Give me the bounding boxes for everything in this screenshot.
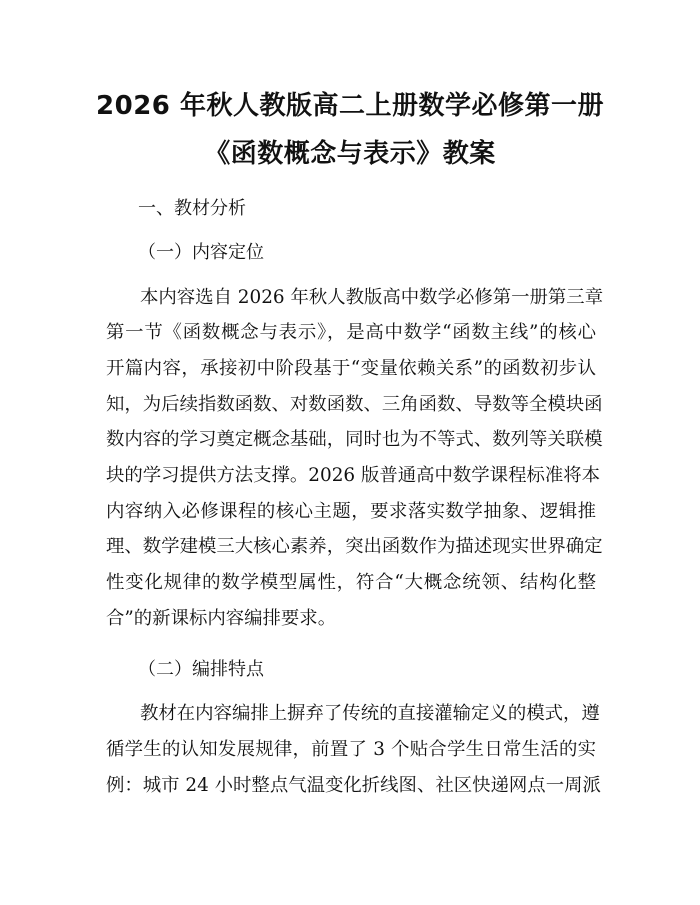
paragraph-line: 教材在内容编排上摒弃了传统的直接灌输定义的模式，遵 [140,703,600,724]
paragraph-line: 本内容选自 2026 年秋人教版高中数学必修第一册第三章 [140,287,604,308]
paragraph-line: 第一节《函数概念与表示》，是高中数学“函数主线”的核心 [106,322,596,343]
paragraph-line: 数内容的学习奠定概念基础，同时也为不等式、数列等关联模 [106,429,603,450]
paragraph-line: 循学生的认知发展规律，前置了 3 个贴合学生日常生活的实 [106,739,596,760]
paragraph-line: 知，为后续指数函数、对数函数、三角函数、导数等全模块函 [106,394,603,415]
paragraph-line: 理、数学建模三大核心素养，突出函数作为描述现实世界确定 [106,536,603,557]
subsection-heading-1: （一）内容定位 [138,242,264,263]
paragraph-line: 内容纳入必修课程的核心主题，要求落实数学抽象、逻辑推 [106,501,596,522]
paragraph-line: 例：城市 24 小时整点气温变化折线图、社区快递网点一周派 [106,775,601,796]
subsection-heading-2: （二）编排特点 [138,659,264,680]
paragraph-line: 开篇内容，承接初中阶段基于“变量依赖关系”的函数初步认 [106,358,596,379]
document-title-line-1: 2026 年秋人教版高二上册数学必修第一册 [96,91,604,121]
paragraph-line: 块的学习提供方法支撑。2026 版普通高中数学课程标准将本 [106,465,601,486]
paragraph-line: 合”的新课标内容编排要求。 [106,608,337,629]
section-heading: 一、教材分析 [138,198,246,219]
paragraph-line: 性变化规律的数学模型属性，符合“大概念统领、结构化整 [106,572,596,593]
document-title-line-2: 《函数概念与表示》教案 [204,139,496,169]
